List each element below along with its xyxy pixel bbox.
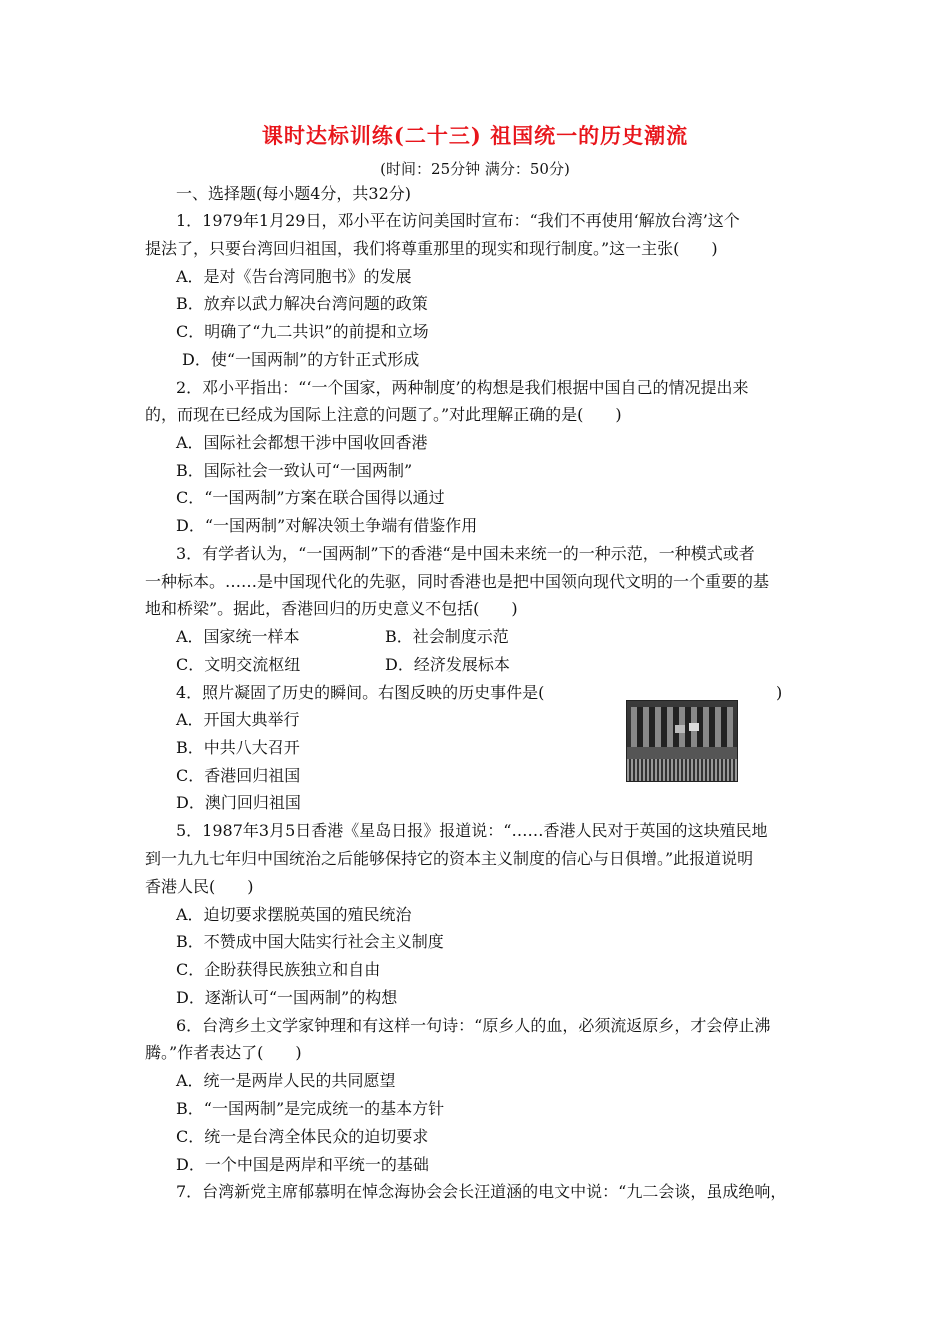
question-4-option-a: A．开国大典举行 bbox=[176, 710, 300, 729]
question-5-line-3: 香港人民( ) bbox=[145, 877, 254, 896]
page-title: 课时达标训练(二十三) 祖国统一的历史潮流 bbox=[261, 123, 689, 148]
question-1-line-2: 提法了，只要台湾回归祖国，我们将尊重那里的现实和现行制度。”这一主张( ) bbox=[145, 239, 718, 258]
question-1-line-1: 1．1979年1月29日，邓小平在访问美国时宣布：“我们不再使用‘解放台湾’这个 bbox=[176, 211, 740, 230]
question-5-option-b: B．不赞成中国大陆实行社会主义制度 bbox=[176, 932, 444, 951]
question-7-line-1: 7．台湾新党主席郁慕明在悼念海协会会长汪道涵的电文中说：“九二会谈，虽成绝响， bbox=[176, 1182, 787, 1201]
question-5-line-2: 到一九九七年归中国统治之后能够保持它的资本主义制度的信心与日俱增。”此报道说明 bbox=[145, 849, 754, 868]
exam-time-score: (时间：25分钟 满分：50分) bbox=[380, 160, 570, 178]
question-1-option-c: C．明确了“九二共识”的前提和立场 bbox=[176, 322, 429, 341]
question-4-line-1: 4．照片凝固了历史的瞬间。右图反映的历史事件是( bbox=[176, 683, 545, 702]
question-1-option-d: D．使“一国两制”的方针正式形成 bbox=[182, 350, 420, 369]
question-2-line-2: 的，而现在已经成为国际上注意的问题了。”对此理解正确的是( ) bbox=[145, 405, 622, 424]
question-3-line-3: 地和桥梁”。据此，香港回归的历史意义不包括( ) bbox=[145, 599, 518, 618]
question-4-bracket-end: ) bbox=[776, 683, 783, 702]
handover-ceremony-photo bbox=[626, 700, 738, 782]
question-6-line-1: 6．台湾乡土文学家钟理和有这样一句诗：“原乡人的血，必须流返原乡，才会停止沸 bbox=[176, 1016, 771, 1035]
question-3-option-b: B．社会制度示范 bbox=[385, 627, 509, 646]
question-6-line-2: 腾。”作者表达了( ) bbox=[145, 1043, 302, 1062]
question-2-line-1: 2．邓小平指出：“‘一个国家，两种制度’的构想是我们根据中国自己的情况提出来 bbox=[176, 378, 749, 397]
question-5-option-d: D．逐渐认可“一国两制”的构想 bbox=[176, 988, 398, 1007]
question-2-option-c: C．“一国两制”方案在联合国得以通过 bbox=[176, 488, 445, 507]
question-5-option-c: C．企盼获得民族独立和自由 bbox=[176, 960, 381, 979]
question-5-line-1: 5．1987年3月5日香港《星岛日报》报道说：“……香港人民对于英国的这块殖民地 bbox=[176, 821, 768, 840]
question-6-option-a: A．统一是两岸人民的共同愿望 bbox=[176, 1071, 396, 1090]
question-6-option-c: C．统一是台湾全体民众的迫切要求 bbox=[176, 1127, 429, 1146]
question-2-option-a: A．国际社会都想干涉中国收回香港 bbox=[176, 433, 428, 452]
question-4-option-c: C．香港回归祖国 bbox=[176, 766, 301, 785]
question-6-option-d: D．一个中国是两岸和平统一的基础 bbox=[176, 1155, 429, 1174]
question-1-option-a: A．是对《告台湾同胞书》的发展 bbox=[176, 267, 412, 286]
question-3-option-a: A．国家统一样本 bbox=[176, 627, 300, 646]
question-1-option-b: B．放弃以武力解决台湾问题的政策 bbox=[176, 294, 428, 313]
question-2-option-d: D．“一国两制”对解决领土争端有借鉴作用 bbox=[176, 516, 478, 535]
question-6-option-b: B．“一国两制”是完成统一的基本方针 bbox=[176, 1099, 445, 1118]
question-4-option-b: B．中共八大召开 bbox=[176, 738, 300, 757]
question-4-option-d: D．澳门回归祖国 bbox=[176, 793, 301, 812]
section-heading: 一、选择题(每小题4分，共32分) bbox=[176, 184, 412, 203]
question-5-option-a: A．迫切要求摆脱英国的殖民统治 bbox=[176, 905, 412, 924]
question-3-line-1: 3．有学者认为，“一国两制”下的香港“是中国未来统一的一种示范，一种模式或者 bbox=[176, 544, 755, 563]
question-3-option-d: D．经济发展标本 bbox=[385, 655, 510, 674]
question-3-line-2: 一种标本。……是中国现代化的先驱，同时香港也是把中国领向现代文明的一个重要的基 bbox=[145, 572, 770, 591]
question-3-option-c: C．文明交流枢纽 bbox=[176, 655, 301, 674]
question-2-option-b: B．国际社会一致认可“一国两制” bbox=[176, 461, 413, 480]
